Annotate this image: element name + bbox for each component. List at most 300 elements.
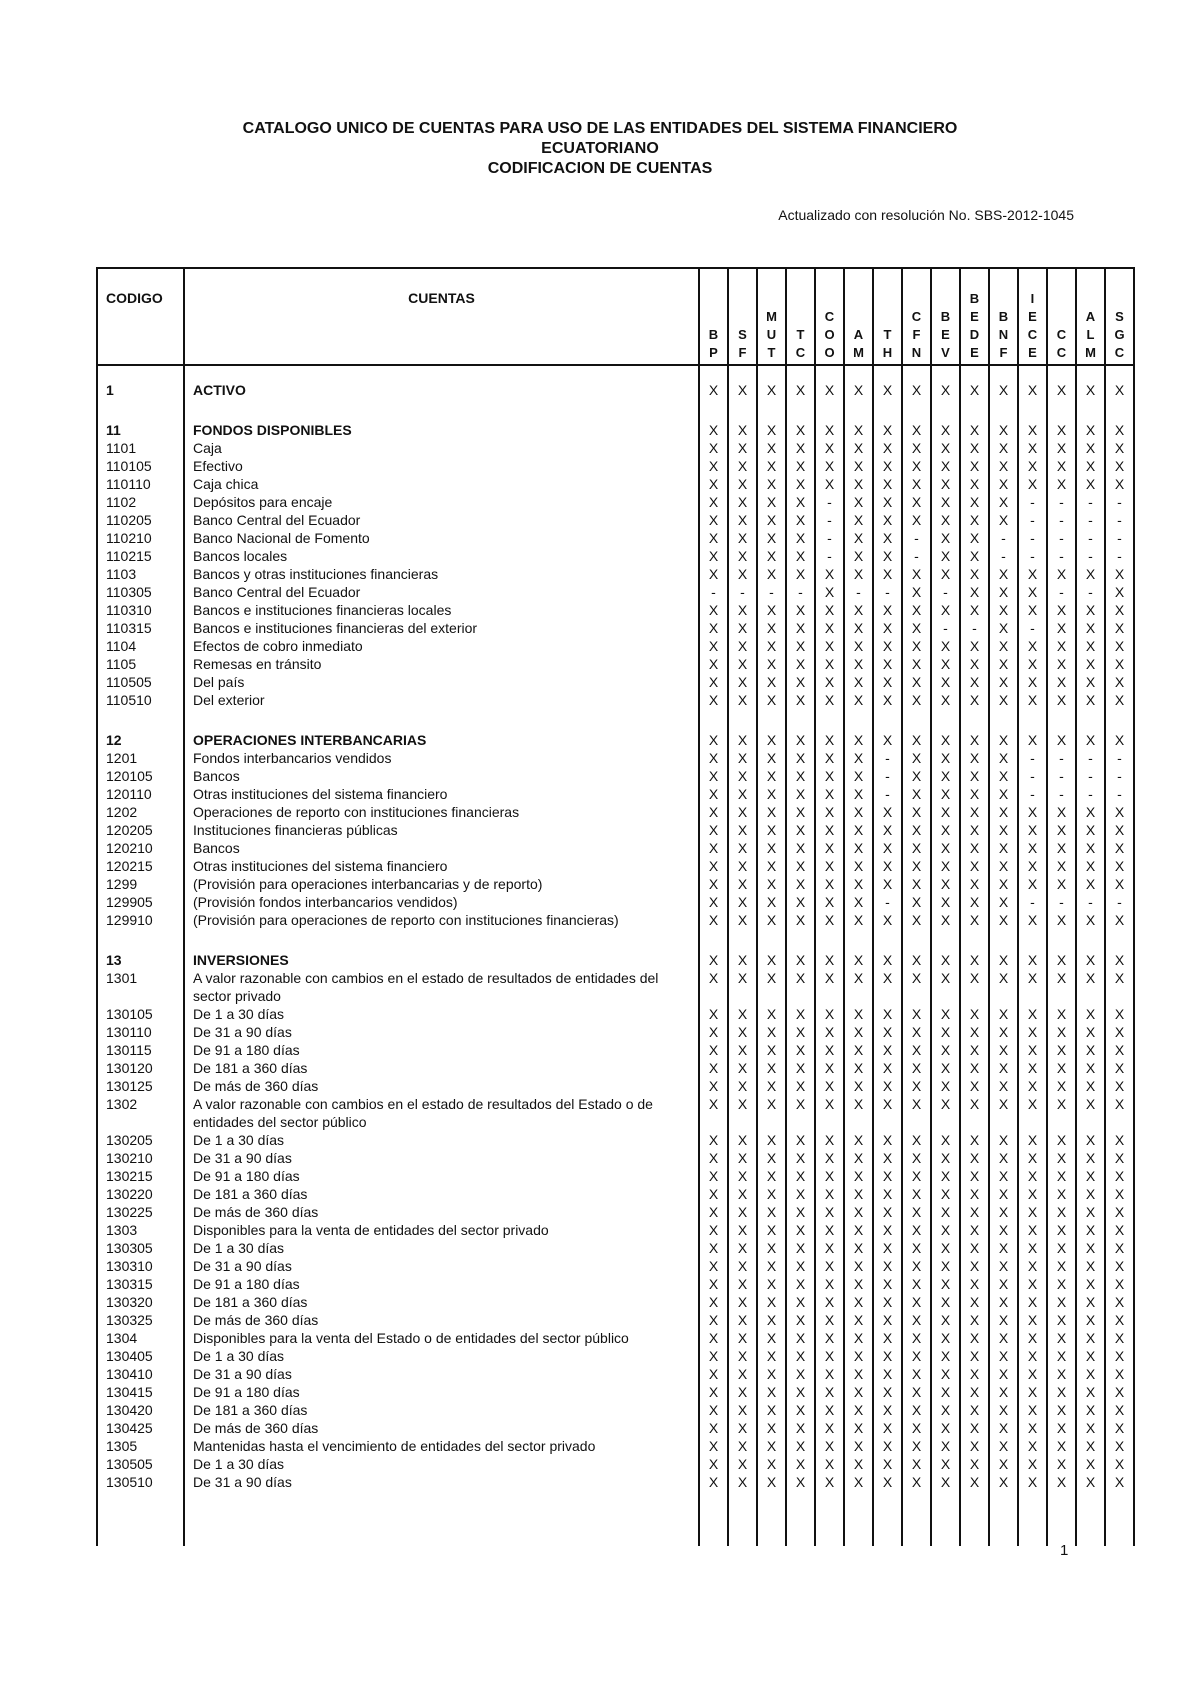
entity-mark: X [1076,1221,1105,1239]
entity-mark: X [1018,1419,1047,1437]
entity-mark: X [728,1473,757,1491]
account-code: 1102 [97,493,184,511]
entity-mark: X [815,1473,844,1491]
entity-mark: X [1076,1383,1105,1401]
account-name: Otras instituciones del sistema financiero [184,857,699,875]
entity-mark: X [1076,637,1105,655]
entity-mark: X [844,511,873,529]
entity-mark: X [728,785,757,803]
entity-mark: X [757,365,786,399]
entity-mark: X [844,1401,873,1419]
entity-mark: X [699,1041,728,1059]
entity-mark: X [757,399,786,439]
entity-mark: X [844,1311,873,1329]
entity-mark: X [728,619,757,637]
entity-mark: - [873,767,902,785]
account-name: De 1 a 30 días [184,1455,699,1473]
entity-mark: X [699,1311,728,1329]
entity-mark: X [960,857,989,875]
entity-mark: X [1076,1203,1105,1221]
entity-mark: X [844,1455,873,1473]
entity-mark: X [757,1059,786,1077]
entity-mark: X [1105,709,1134,749]
entity-mark: X [989,969,1018,1005]
entity-mark: X [1047,1329,1076,1347]
entity-mark: X [1018,439,1047,457]
entity-mark: X [844,1275,873,1293]
entity-mark: X [960,673,989,691]
entity-mark: X [873,839,902,857]
entity-mark: - [902,547,931,565]
table-row [97,673,1134,691]
entity-mark: X [960,1419,989,1437]
entity-mark: X [844,1203,873,1221]
entity-mark: X [931,821,960,839]
entity-mark: X [844,691,873,709]
entity-mark: X [902,1203,931,1221]
entity-mark: - [1047,893,1076,911]
entity-mark: X [931,785,960,803]
entity-mark: X [757,529,786,547]
entity-mark: X [757,749,786,767]
entity-mark: X [931,1185,960,1203]
entity-mark: X [1047,1437,1076,1455]
entity-mark: X [989,1203,1018,1221]
entity-mark: X [931,911,960,929]
entity-mark: X [1047,1005,1076,1023]
header-entity-label: C C [1056,327,1067,360]
entity-mark: X [1047,1059,1076,1077]
entity-mark: X [1047,1455,1076,1473]
entity-mark: X [699,803,728,821]
entity-mark: X [989,1077,1018,1095]
entity-mark: X [786,1149,815,1167]
entity-mark: X [844,457,873,475]
entity-mark: X [786,493,815,511]
entity-mark: X [815,619,844,637]
entity-mark: X [902,565,931,583]
entity-mark: X [815,749,844,767]
entity-mark: X [757,1473,786,1491]
table-row [97,1077,1134,1095]
entity-mark: X [728,1365,757,1383]
entity-mark: X [1105,399,1134,439]
entity-mark: - [1076,893,1105,911]
entity-mark: X [728,1437,757,1455]
entity-mark: X [1105,875,1134,893]
entity-mark: X [1018,1239,1047,1257]
entity-mark: X [1018,1023,1047,1041]
entity-mark: X [960,767,989,785]
entity-mark: X [1018,1473,1047,1491]
header-entity-label: A M [853,327,864,360]
header-codigo: CODIGO [97,268,184,365]
table-row [97,1185,1134,1203]
entity-mark: X [786,1059,815,1077]
entity-mark: X [960,691,989,709]
entity-mark: X [815,1437,844,1455]
table-row [97,619,1134,637]
entity-mark: X [1076,399,1105,439]
account-name: De 31 a 90 días [184,1149,699,1167]
entity-mark: X [1018,1203,1047,1221]
entity-mark: X [815,1041,844,1059]
entity-mark: X [786,511,815,529]
entity-mark: X [844,1041,873,1059]
entity-mark: X [931,601,960,619]
entity-mark: X [902,857,931,875]
entity-mark: X [728,1275,757,1293]
entity-mark: X [757,511,786,529]
entity-mark: X [1076,1167,1105,1185]
header-entity-label: M U T [766,309,777,360]
account-code: 130105 [97,1005,184,1023]
entity-mark: X [815,1095,844,1131]
entity-mark: - [1018,511,1047,529]
entity-mark: - [1047,767,1076,785]
table-row [97,511,1134,529]
entity-mark: X [844,439,873,457]
account-code: 130410 [97,1365,184,1383]
entity-mark: X [728,1239,757,1257]
entity-mark: X [989,929,1018,969]
header-entity [1047,268,1076,365]
entity-mark: X [960,1437,989,1455]
account-name: A valor razonable con cambios en el estado de resultados del Estado o de entidades del sector público [184,1095,699,1131]
entity-mark: X [960,1185,989,1203]
entity-mark: X [728,1419,757,1437]
entity-mark: X [757,1365,786,1383]
entity-mark: X [1018,1437,1047,1455]
entity-mark: X [873,1311,902,1329]
entity-mark: X [931,475,960,493]
entity-mark: X [960,1095,989,1131]
entity-mark: X [1105,1311,1134,1329]
entity-mark: X [873,457,902,475]
table-row [97,1239,1134,1257]
entity-mark: X [815,1383,844,1401]
entity-mark: X [989,691,1018,709]
entity-mark: X [1105,1455,1134,1473]
entity-mark: X [786,785,815,803]
account-name: De 181 a 360 días [184,1401,699,1419]
entity-mark: X [844,673,873,691]
account-name: Efectivo [184,457,699,475]
entity-mark: X [815,767,844,785]
account-code: 130420 [97,1401,184,1419]
account-code: 130110 [97,1023,184,1041]
table-row [97,439,1134,457]
filler-cell [1076,1491,1105,1546]
entity-mark: - [815,493,844,511]
entity-mark: X [757,637,786,655]
entity-mark: X [989,839,1018,857]
table-row [97,929,1134,969]
entity-mark: X [1105,1221,1134,1239]
entity-mark: X [1018,1131,1047,1149]
entity-mark: X [757,821,786,839]
entity-mark: X [873,875,902,893]
entity-mark: X [1105,439,1134,457]
entity-mark: X [1105,1149,1134,1167]
entity-mark: X [1076,619,1105,637]
entity-mark: X [989,1455,1018,1473]
entity-mark: X [931,1329,960,1347]
entity-mark: - [1076,547,1105,565]
entity-mark: X [786,619,815,637]
entity-mark: X [1018,1149,1047,1167]
entity-mark: X [699,457,728,475]
account-code: 1304 [97,1329,184,1347]
entity-mark: X [1018,1347,1047,1365]
table-row [97,911,1134,929]
entity-mark: X [728,709,757,749]
entity-mark: X [757,457,786,475]
filler-cell [1105,1491,1134,1546]
entity-mark: X [960,911,989,929]
entity-mark: - [931,619,960,637]
entity-mark: - [931,583,960,601]
entity-mark: X [844,1419,873,1437]
entity-mark: X [757,893,786,911]
entity-mark: X [902,821,931,839]
entity-mark: X [786,565,815,583]
entity-mark: X [1018,1005,1047,1023]
entity-mark: X [1047,1185,1076,1203]
entity-mark: - [1018,893,1047,911]
account-name: Del país [184,673,699,691]
entity-mark: X [786,1383,815,1401]
update-note: Actualizado con resolución No. SBS-2012-1045 [778,207,1074,223]
entity-mark: X [844,893,873,911]
account-code: 129910 [97,911,184,929]
entity-mark: X [989,1437,1018,1455]
entity-mark: X [989,767,1018,785]
account-name: A valor razonable con cambios en el estado de resultados de entidades del sector privado [184,969,699,1005]
entity-mark: X [1018,399,1047,439]
entity-mark: X [931,1095,960,1131]
entity-mark: X [844,1347,873,1365]
entity-mark: X [1076,1329,1105,1347]
entity-mark: X [786,1077,815,1095]
account-code: 1101 [97,439,184,457]
entity-mark: X [1047,1383,1076,1401]
entity-mark: X [699,511,728,529]
table-filler-row [97,1491,1134,1546]
entity-mark: X [699,821,728,839]
header-entity [844,268,873,365]
entity-mark: X [1018,655,1047,673]
entity-mark: - [1047,547,1076,565]
entity-mark: X [873,1041,902,1059]
entity-mark: X [1105,691,1134,709]
entity-mark: X [757,1419,786,1437]
account-name: De más de 360 días [184,1311,699,1329]
entity-mark: X [699,893,728,911]
entity-mark: X [815,1329,844,1347]
entity-mark: X [844,619,873,637]
entity-mark: X [1047,709,1076,749]
entity-mark: X [989,709,1018,749]
entity-mark: X [931,1077,960,1095]
account-code: 1302 [97,1095,184,1131]
entity-mark: X [1076,673,1105,691]
entity-mark: X [1047,1203,1076,1221]
entity-mark: X [1047,875,1076,893]
entity-mark: X [728,1401,757,1419]
entity-mark: X [902,637,931,655]
entity-mark: X [844,475,873,493]
entity-mark: X [786,1401,815,1419]
entity-mark: X [815,893,844,911]
entity-mark: X [699,911,728,929]
entity-mark: X [757,1401,786,1419]
entity-mark: X [815,709,844,749]
entity-mark: X [1105,583,1134,601]
entity-mark: X [815,565,844,583]
entity-mark: X [960,1329,989,1347]
account-name: De más de 360 días [184,1203,699,1221]
entity-mark: X [786,767,815,785]
entity-mark: X [699,1473,728,1491]
entity-mark: X [815,839,844,857]
entity-mark: X [1018,673,1047,691]
entity-mark: X [699,1221,728,1239]
entity-mark: X [931,1167,960,1185]
entity-mark: X [931,1149,960,1167]
entity-mark: X [844,1059,873,1077]
account-name: Bancos e instituciones financieras del exterior [184,619,699,637]
entity-mark: X [844,1365,873,1383]
table-row [97,1365,1134,1383]
entity-mark: X [931,565,960,583]
entity-mark: - [1105,529,1134,547]
entity-mark: X [902,1041,931,1059]
entity-mark: X [1105,637,1134,655]
entity-mark: X [844,1005,873,1023]
table-body [97,365,1134,1546]
entity-mark: X [960,493,989,511]
table-row [97,1329,1134,1347]
account-name: De 31 a 90 días [184,1365,699,1383]
entity-mark: X [844,565,873,583]
entity-mark: X [1047,457,1076,475]
entity-mark: X [1047,565,1076,583]
entity-mark: X [1105,1401,1134,1419]
entity-mark: X [1076,1311,1105,1329]
entity-mark: X [1105,1059,1134,1077]
entity-mark: X [873,1203,902,1221]
entity-mark: X [699,655,728,673]
entity-mark: X [728,1329,757,1347]
entity-mark: X [786,1365,815,1383]
entity-mark: X [1076,857,1105,875]
entity-mark: X [1047,619,1076,637]
entity-mark: X [786,1131,815,1149]
entity-mark: X [1076,839,1105,857]
account-name: De 181 a 360 días [184,1293,699,1311]
account-name: Bancos locales [184,547,699,565]
entity-mark: X [1076,565,1105,583]
accounts-table [96,267,1135,1546]
entity-mark: X [1105,1023,1134,1041]
entity-mark: X [699,1455,728,1473]
entity-mark: X [989,1149,1018,1167]
entity-mark: X [699,857,728,875]
account-name: Depósitos para encaje [184,493,699,511]
entity-mark: X [757,619,786,637]
entity-mark: X [960,457,989,475]
entity-mark: X [873,1095,902,1131]
entity-mark: X [757,1167,786,1185]
entity-mark: X [1105,1239,1134,1257]
entity-mark: X [960,511,989,529]
account-code: 1202 [97,803,184,821]
entity-mark: X [1047,929,1076,969]
entity-mark: X [931,439,960,457]
entity-mark: X [1076,1005,1105,1023]
entity-mark: X [873,1437,902,1455]
entity-mark: X [757,1347,786,1365]
entity-mark: X [844,399,873,439]
entity-mark: - [1018,619,1047,637]
filler-cell [757,1491,786,1546]
entity-mark: X [1018,475,1047,493]
entity-mark: X [931,529,960,547]
entity-mark: X [699,1005,728,1023]
entity-mark: X [873,601,902,619]
account-name: De 91 a 180 días [184,1041,699,1059]
entity-mark: X [931,493,960,511]
entity-mark: X [1018,969,1047,1005]
entity-mark: X [873,929,902,969]
account-code: 1303 [97,1221,184,1239]
entity-mark: X [1018,691,1047,709]
entity-mark: X [786,655,815,673]
entity-mark: X [786,1473,815,1491]
entity-mark: X [1018,929,1047,969]
entity-mark: X [815,637,844,655]
entity-mark: - [1076,493,1105,511]
title-line-3: CODIFICACION DE CUENTAS [487,160,713,177]
table-row [97,1275,1134,1293]
entity-mark: X [1076,457,1105,475]
entity-mark: X [1105,1167,1134,1185]
entity-mark: X [1047,399,1076,439]
entity-mark: X [1018,821,1047,839]
entity-mark: X [815,1023,844,1041]
table-row [97,875,1134,893]
entity-mark: - [1047,749,1076,767]
entity-mark: X [873,1473,902,1491]
entity-mark: X [728,1131,757,1149]
entity-mark: X [902,399,931,439]
entity-mark: X [931,1437,960,1455]
account-code: 1105 [97,655,184,673]
account-code: 110505 [97,673,184,691]
entity-mark: X [902,839,931,857]
entity-mark: X [873,1149,902,1167]
table-row [97,457,1134,475]
account-name: Remesas en tránsito [184,655,699,673]
entity-mark: X [873,911,902,929]
entity-mark: X [1076,1059,1105,1077]
entity-mark: X [699,565,728,583]
entity-mark: X [757,1041,786,1059]
table-row [97,1419,1134,1437]
entity-mark: X [1047,857,1076,875]
entity-mark: X [1076,1185,1105,1203]
